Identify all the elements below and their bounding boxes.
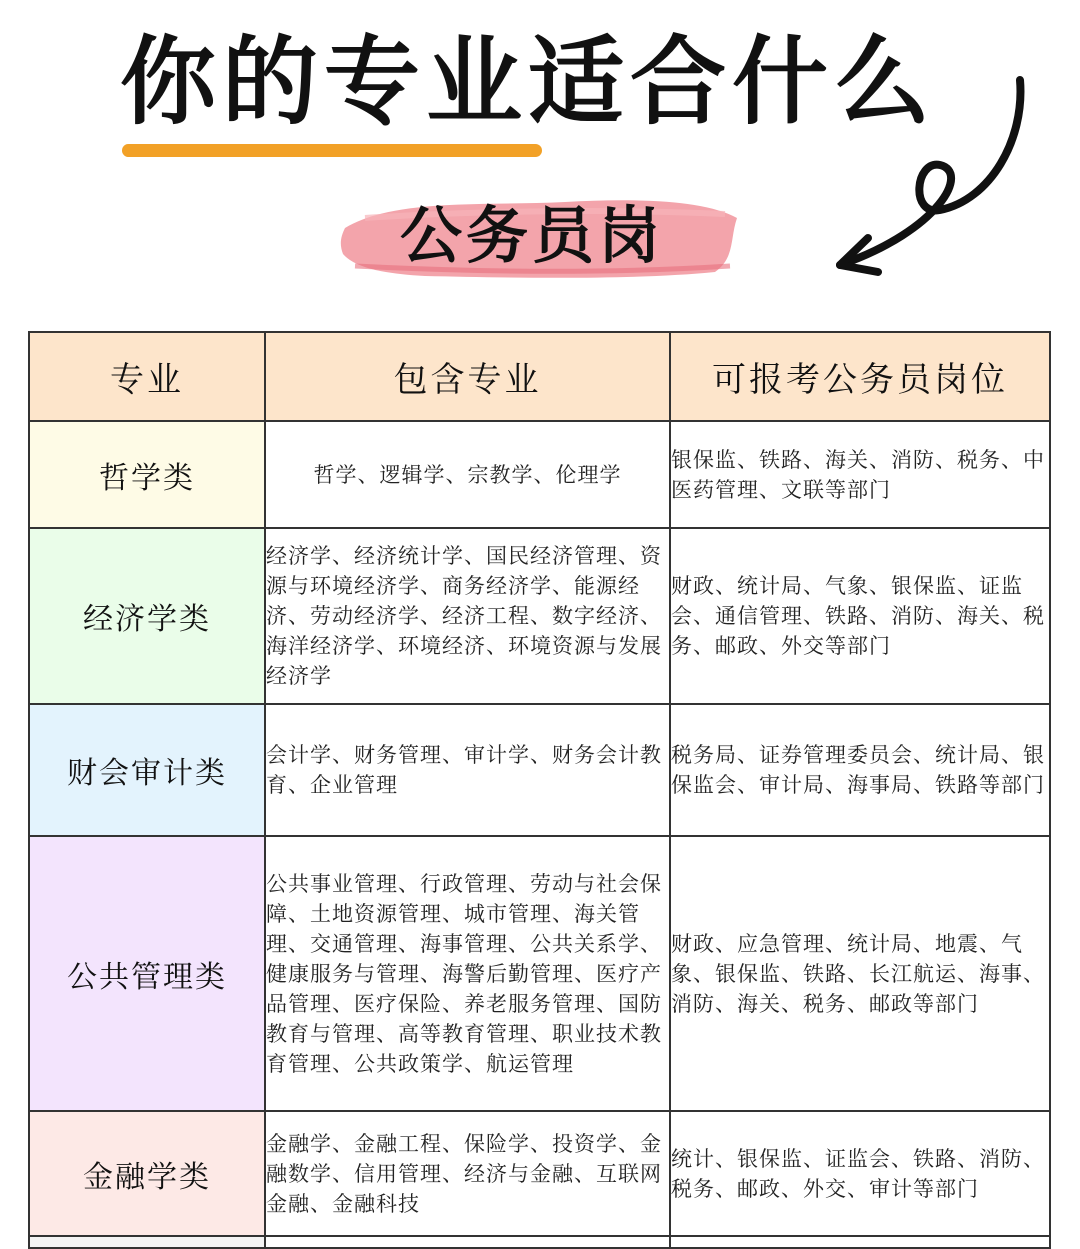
majors-cell: 公共事业管理、行政管理、劳动与社会保障、土地资源管理、城市管理、海关管理、交通管理、海事管理、公共关系学、健康服务与管理、海警后勤管理、医疗产品管理、医疗保险、养老服务管理、国防教育与管理、高等教育管理、职业技术教育管理、公共政策学、航运管理: [265, 836, 670, 1111]
curly-arrow-icon: [820, 60, 1040, 290]
category-cell: 经济学类: [29, 528, 265, 704]
header: [0, 0, 1080, 330]
title-underline: [122, 144, 542, 157]
positions-cell: 统计、银保监、证监会、铁路、消防、税务、邮政、外交、审计等部门: [670, 1111, 1050, 1236]
majors-cell: 金融学、金融工程、保险学、投资学、金融数学、信用管理、经济与金融、互联网金融、金融科技: [265, 1111, 670, 1236]
positions-cell-empty: [670, 1236, 1050, 1248]
header-included-majors: 包含专业: [265, 332, 670, 421]
majors-cell: 经济学、经济统计学、国民经济管理、资源与环境经济学、商务经济学、能源经济、劳动经济学、经济工程、数字经济、海洋经济学、环境经济、环境资源与发展经济学: [265, 528, 670, 704]
positions-cell: 银保监、铁路、海关、消防、税务、中医药管理、文联等部门: [670, 421, 1050, 528]
table-header-row: [29, 332, 1050, 421]
table-row: [29, 421, 1050, 528]
majors-cell: 会计学、财务管理、审计学、财务会计教育、企业管理: [265, 704, 670, 836]
table-row-partial: [29, 1236, 1050, 1248]
subtitle: 公务员岗: [400, 199, 665, 272]
table-row: [29, 836, 1050, 1111]
header-major: 专业: [29, 332, 265, 421]
majors-table: [28, 331, 1051, 1249]
positions-cell: 税务局、证券管理委员会、统计局、银保监会、审计局、海事局、铁路等部门: [670, 704, 1050, 836]
category-cell-empty: [29, 1236, 265, 1248]
table-row: [29, 704, 1050, 836]
category-cell: 财会审计类: [29, 704, 265, 836]
category-cell: 哲学类: [29, 421, 265, 528]
positions-cell: 财政、应急管理、统计局、地震、气象、银保监、铁路、长江航运、海事、消防、海关、税务、邮政等部门: [670, 836, 1050, 1111]
category-cell: 金融学类: [29, 1111, 265, 1236]
header-positions: 可报考公务员岗位: [670, 332, 1050, 421]
category-cell: 公共管理类: [29, 836, 265, 1111]
table-row: [29, 528, 1050, 704]
page-title: 你的专业适合什么: [120, 26, 936, 138]
majors-cell-empty: [265, 1236, 670, 1248]
positions-cell: 财政、统计局、气象、银保监、证监会、通信管理、铁路、消防、海关、税务、邮政、外交等部门: [670, 528, 1050, 704]
majors-cell: 哲学、逻辑学、宗教学、伦理学: [265, 421, 670, 528]
table-row: [29, 1111, 1050, 1236]
